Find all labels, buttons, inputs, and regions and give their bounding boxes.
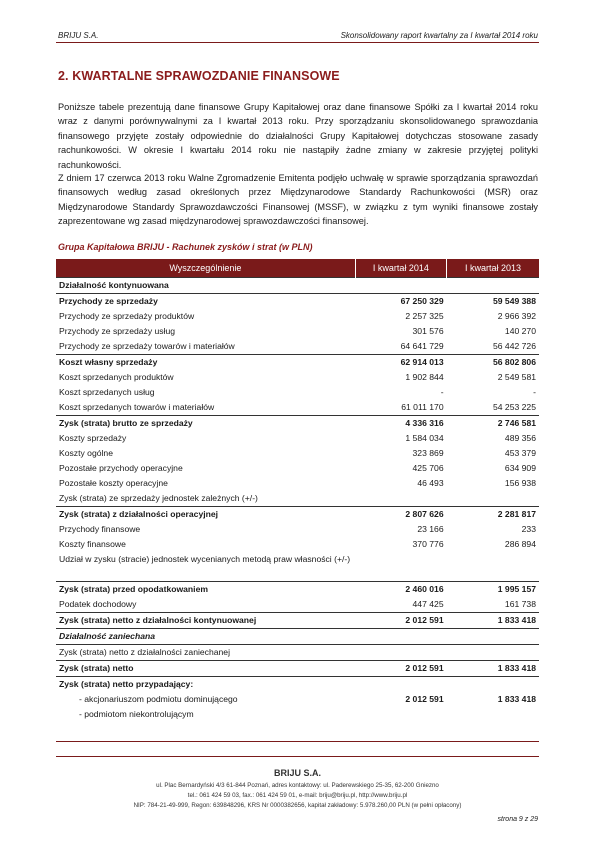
- ifrs-paragraph: Z dniem 17 czerwca 2013 roku Walne Zgromadzenie Emitenta podjęło uchwałę w sprawie sporządzania sprawozdań finansowych według zasad określonych przez Międzynarodowe Standardy Rachunkowości (MSR) oraz Międzynarodowe Standardy Sprawozdawczości Finansowej (MSSF), w związku z tym wyniki finansowe zostały zaprezentowane wg zasad międzynarodowej sprawozdawczości finansowej.: [58, 173, 538, 227]
- value-q1-2014: 2 012 591: [405, 694, 444, 704]
- value-q1-2014: 4 336 316: [355, 416, 446, 432]
- row-label: Koszt własny sprzedaży: [56, 355, 355, 371]
- value-q1-2013: 1 833 418: [497, 694, 536, 704]
- table-row: [56, 370, 539, 385]
- value-q1-2013: 1 833 418: [447, 613, 539, 629]
- table-bottom-rule: [56, 741, 539, 742]
- table-row: [56, 461, 539, 476]
- value-q1-2013: 233: [521, 524, 536, 534]
- column-header-item: Wyszczególnienie: [56, 259, 355, 278]
- row-label: Koszt sprzedanych produktów: [59, 372, 174, 382]
- value-q1-2014: [355, 552, 446, 582]
- value-q1-2013: [447, 491, 539, 507]
- value-q1-2014: 2 257 325: [405, 311, 444, 321]
- table-row: [56, 476, 539, 491]
- table-row: [56, 597, 539, 613]
- value-q1-2014: 1 584 034: [405, 433, 444, 443]
- table-row: [56, 582, 539, 598]
- table-row: [56, 507, 539, 523]
- value-q1-2013: 2 281 817: [447, 507, 539, 523]
- row-label: Przychody ze sprzedaży usług: [59, 326, 176, 336]
- table-row: [56, 446, 539, 461]
- table-row: [56, 339, 539, 355]
- value-q1-2013: 489 356: [504, 433, 536, 443]
- row-label: Zysk (strata) netto z działalności kontynuowanej: [56, 613, 355, 629]
- value-q1-2014: 370 776: [412, 539, 444, 549]
- table-row: [56, 645, 539, 661]
- value-q1-2014: 301 576: [412, 326, 444, 336]
- value-q1-2014: 23 166: [417, 524, 444, 534]
- table-row: [56, 522, 539, 537]
- row-label: Podatek dochodowy: [59, 599, 137, 609]
- row-label: Zysk (strata) netto: [56, 661, 355, 677]
- value-q1-2013: [447, 278, 539, 294]
- footer-contact: tel.: 061 424 59 03, fax.: 061 424 59 01, e-mail: briju@briju.pl, http://www.briju.pl: [187, 792, 408, 799]
- row-label: Przychody finansowe: [59, 524, 141, 534]
- table-row: [56, 385, 539, 400]
- value-q1-2014: 62 914 013: [355, 355, 446, 371]
- value-q1-2013: 140 270: [504, 326, 536, 336]
- table-row: [56, 629, 539, 645]
- value-q1-2013: [447, 707, 539, 722]
- value-q1-2014: 61 011 170: [401, 402, 444, 412]
- value-q1-2013: 59 549 388: [447, 294, 539, 310]
- row-label: Koszt sprzedanych towarów i materiałów: [59, 402, 215, 412]
- row-label: Zysk (strata) netto z działalności zaniechanej: [56, 645, 355, 661]
- value-q1-2013: 56 802 806: [447, 355, 539, 371]
- table-row: [56, 677, 539, 693]
- value-q1-2014: [355, 629, 446, 645]
- value-q1-2014: [355, 491, 446, 507]
- value-q1-2014: [355, 677, 446, 693]
- intro-paragraph: Poniższe tabele prezentują dane finansowe Grupy Kapitałowej oraz dane finansowe Spółki za I kwartał 2014 roku wraz z danymi porównywalnymi za I kwartał 2013 roku. Przy sporządzaniu skonsolidowanego sprawozdania finansowego przyjęte zostały odpowiednie do działalności Grupy Kapitałowej dotychczas stosowane zasady rachunkowości. W okresie I kwartału 2014 roku nie nastąpiły żadne zmiany w zakresie przyjętej polityki rachunkowości.: [58, 102, 538, 170]
- table-row: [56, 552, 539, 582]
- footer-divider: [56, 756, 539, 757]
- row-label: Działalność zaniechana: [56, 629, 355, 645]
- value-q1-2014: 425 706: [412, 463, 444, 473]
- value-q1-2013: 2 746 581: [447, 416, 539, 432]
- table-row: [56, 309, 539, 324]
- column-header-q1-2014: I kwartał 2014: [355, 259, 446, 278]
- value-q1-2014: [355, 645, 446, 661]
- value-q1-2013: 156 938: [504, 478, 536, 488]
- value-q1-2013: [447, 629, 539, 645]
- table-row: [56, 294, 539, 310]
- value-q1-2014: 2 460 016: [355, 582, 446, 598]
- value-q1-2013: 2 966 392: [497, 311, 536, 321]
- row-label: Działalność kontynuowana: [56, 278, 355, 294]
- row-label: Przychody ze sprzedaży produktów: [59, 311, 195, 321]
- value-q1-2014: [355, 707, 446, 722]
- row-label: - podmiotom niekontrolującym: [79, 709, 194, 719]
- table-row: [56, 491, 539, 507]
- table-row: [56, 278, 539, 294]
- row-label: Zysk (strata) z działalności operacyjnej: [56, 507, 355, 523]
- header-company: BRIJU S.A.: [58, 31, 99, 40]
- table-row: [56, 324, 539, 339]
- footer-address: ul. Plac Bernardyński 4/3 61-844 Poznań, adres kontaktowy: ul. Paderewskiego 25-35, 62-200 Gniezno: [156, 782, 439, 789]
- row-label: Zysk (strata) netto przypadający:: [56, 677, 355, 693]
- value-q1-2013: 1 833 418: [447, 661, 539, 677]
- value-q1-2014: 323 869: [412, 448, 444, 458]
- table-row: [56, 661, 539, 677]
- table-row: [56, 537, 539, 552]
- row-label: Przychody ze sprzedaży: [56, 294, 355, 310]
- table-row: [56, 613, 539, 629]
- table-row: [56, 355, 539, 371]
- value-q1-2014: 46 493: [417, 478, 444, 488]
- value-q1-2013: -: [533, 387, 536, 397]
- value-q1-2013: 56 442 726: [492, 341, 536, 351]
- value-q1-2013: [447, 552, 539, 582]
- value-q1-2014: 2 012 591: [355, 613, 446, 629]
- value-q1-2013: [447, 645, 539, 661]
- row-label: Pozostałe przychody operacyjne: [59, 463, 183, 473]
- value-q1-2014: 2 012 591: [355, 661, 446, 677]
- value-q1-2014: 64 641 729: [400, 341, 444, 351]
- value-q1-2014: 2 807 626: [355, 507, 446, 523]
- value-q1-2013: 286 894: [504, 539, 536, 549]
- value-q1-2014: [355, 278, 446, 294]
- table-row: [56, 431, 539, 446]
- table-caption: Grupa Kapitałowa BRIJU - Rachunek zysków i strat (w PLN): [58, 242, 313, 252]
- footer-registration: NIP: 784-21-49-999, Regon: 639848296, KRS Nr 0000382656, kapitał zakładowy: 5.978.260,00 PLN (w pełni opłacony): [133, 802, 462, 809]
- table-header-row: [56, 259, 539, 278]
- row-label: Zysk (strata) brutto ze sprzedaży: [56, 416, 355, 432]
- row-label: Udział w zysku (stracie) jednostek wycenianych metodą praw własności (+/-): [59, 554, 351, 564]
- value-q1-2014: 67 250 329: [355, 294, 446, 310]
- header-divider: [56, 42, 539, 43]
- value-q1-2013: 54 253 225: [492, 402, 536, 412]
- value-q1-2013: 2 549 581: [497, 372, 536, 382]
- value-q1-2014: 1 902 844: [405, 372, 444, 382]
- row-label: - akcjonariuszom podmiotu dominującego: [79, 694, 238, 704]
- table-row: [56, 692, 539, 707]
- row-label: Pozostałe koszty operacyjne: [59, 478, 168, 488]
- row-label: Zysk (strata) ze sprzedaży jednostek zależnych (+/-): [59, 493, 258, 503]
- row-label: Przychody ze sprzedaży towarów i materiałów: [59, 341, 235, 351]
- value-q1-2013: 1 995 157: [447, 582, 539, 598]
- value-q1-2013: 453 379: [504, 448, 536, 458]
- table-row: [56, 400, 539, 416]
- row-label: Koszt sprzedanych usług: [59, 387, 155, 397]
- value-q1-2014: -: [440, 387, 444, 397]
- row-label: Koszty finansowe: [59, 539, 126, 549]
- footer-company: BRIJU S.A.: [273, 768, 321, 778]
- section-heading: 2. KWARTALNE SPRAWOZDANIE FINANSOWE: [58, 69, 340, 83]
- column-header-q1-2013: I kwartał 2013: [447, 259, 539, 278]
- page-number: strona 9 z 29: [497, 816, 538, 823]
- header-report-title: Skonsolidowany raport kwartalny za I kwartał 2014 roku: [340, 31, 538, 40]
- table-row: [56, 416, 539, 432]
- value-q1-2013: 161 738: [504, 599, 536, 609]
- row-label: Koszty ogólne: [59, 448, 113, 458]
- income-statement-table: [56, 259, 539, 722]
- value-q1-2013: 634 909: [504, 463, 536, 473]
- row-label: Koszty sprzedaży: [59, 433, 127, 443]
- table-row: [56, 707, 539, 722]
- value-q1-2013: [447, 677, 539, 693]
- row-label: Zysk (strata) przed opodatkowaniem: [56, 582, 355, 598]
- value-q1-2014: 447 425: [412, 599, 444, 609]
